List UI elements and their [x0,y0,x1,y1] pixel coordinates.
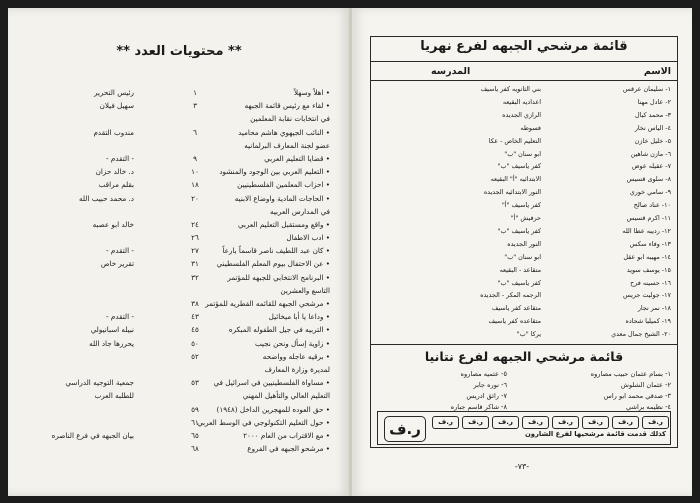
contents-item-title: • البرنامج الانتخابي للجبهه للمؤتمر [227,272,330,282]
candidate-school: كفر ياسيف "أ" [501,201,541,210]
contents-item-author: د. خالد حزان [95,167,134,177]
list-mark-large: ر.ف [384,416,426,442]
contents-item-page: ٦٥ [191,430,199,440]
candidate-row [371,187,677,198]
contents-row [22,165,344,178]
contents-row [22,271,344,284]
contents-row [22,403,344,416]
contents-item-title: في المدارس العربيه [270,206,330,216]
candidate-name: ١٠- عناد صالح [633,201,671,210]
candidate-name: ١٩- كميليا شحاده [625,317,671,326]
contents-item-title: في انتخابات نقابة المعلمين [250,114,330,124]
contents-row [22,442,344,455]
candidate-name: ٧- عقيله عوض [631,162,671,171]
contents-title: ** محتويات العدد ** [116,44,242,59]
candidates-page [352,8,692,496]
netanya-candidate: ٣- صدقي محمد ابو راس [603,392,671,400]
contents-item-title: • حق العوده للمهجرين الداخل (١٩٤٨) [216,404,330,414]
candidates-box [370,36,678,448]
contents-item-author: للطلبه العرب [94,391,134,401]
candidate-name: ١٣- وفاء سكس [629,239,671,248]
netanya-candidate: ٨- شاكر قاسم جباره [450,403,507,411]
netanya-candidate: ٥- عثميه مصاروه [460,370,507,378]
candidate-row [371,97,677,108]
contents-item-title: عضو لجنة المعارف البرلمانيه [244,140,330,150]
contents-item-author: بيان الجبهه في فرع الناصره [51,430,134,440]
contents-item-page: ٦ [193,127,197,137]
contents-row [22,429,344,442]
column-header-school: المدرسه [431,66,471,77]
candidate-row [371,303,677,314]
contents-item-page: ١ [193,88,197,97]
contents-item-title: • ادب الاطفال [286,233,330,243]
candidate-row [371,329,677,340]
candidate-name: ٩- سامي خوري [629,188,671,197]
contents-item-page: ٦٨ [191,444,199,454]
list-mark-small: ر.ف [462,416,489,429]
contents-item-title: • زاوية إسأل ونحن نجيب [254,338,330,348]
contents-item-page: ٢٧ [191,246,199,256]
candidate-name: ٨- سلوى قسيس [626,175,671,184]
candidate-row [371,200,677,211]
list-mark-small: ر.ف [642,416,669,429]
candidate-row [371,226,677,237]
contents-row [22,297,344,310]
contents-item-author: مندوب التقدم [93,127,134,137]
list-mark-small: ر.ف [522,416,549,429]
contents-item-title: التاسع والعشرين [280,285,330,295]
contents-item-title: • قضايا التعليم العربي [264,153,330,163]
list-mark-small: ر.ف [492,416,519,429]
candidate-name: ١١- اكرم قسيس [626,214,671,222]
contents-item-page: ٣٨ [191,299,199,308]
contents-item-author: - التقدم - [106,153,134,163]
candidate-school: ابو سنان "ب" [504,149,541,158]
contents-row [22,363,344,376]
contents-row [22,389,344,402]
netanya-candidate: ١- بسام عثمان حبيب مصاروه [590,370,671,378]
netanya-candidate: ٤- نظيمه براشي [625,403,671,411]
candidate-school: متقاعد - البقيعه [499,265,541,274]
contents-item-author: جمعية التوجيه الدراسي [65,378,134,388]
candidate-school: يركا "ب" [516,330,541,339]
candidate-row [371,252,677,263]
candidate-school: فسوطه [520,123,541,132]
contents-item-title: • التعليم العربي بين الوجود والمنشود [219,167,330,177]
candidate-name: ١٤- مهيبه ابو عقل [623,252,671,261]
contents-item-page: ١٠ [191,167,199,177]
nahariya-list-title: قائمة مرشحي الجبهه لفرع نهريا [420,39,628,54]
candidate-row [371,84,677,95]
contents-row [22,416,344,429]
candidate-school: ابو سنان "ب" [504,252,541,261]
list-mark-small: ر.ف [552,416,579,429]
candidate-name: ٢٠- الشيخ جمال معدي [611,330,671,339]
contents-item-title: • مرشحي الجبهه للقائمه القطريه للمؤتمر [205,299,330,308]
contents-row [22,86,344,99]
contents-item-page: ٥٩ [191,404,199,414]
candidate-school: بني الثانويه كفر ياسيف [480,85,541,93]
contents-item-title: • النائب الجيهوي هاشم محاميد [238,127,330,137]
contents-row [22,112,344,125]
contents-item-page: ٤٥ [191,325,199,335]
contents-item-author: بقلم مراقب [98,180,134,190]
section-divider [371,344,677,345]
contents-row [22,99,344,112]
list-mark-small: ر.ف [582,416,609,429]
candidate-name: ١٨- نمر نجار [637,304,671,313]
contents-item-author: رئيس التحرير [93,88,134,97]
candidate-name: ٤- الياس نخار [634,123,671,132]
contents-item-title: • لقاء مع رئيس قائمة الجبهه [244,101,330,111]
column-header-name: الاسم [643,66,671,77]
candidate-school: اعداديه البقيعه [502,97,541,106]
candidate-name: ٣- محمد كيال [635,110,671,119]
contents-item-author: خالد ابو عصبه [92,219,134,229]
netanya-list-title: قائمة مرشحي الجبهه لفرع نتانيا [424,349,624,364]
candidate-school: كفر ياسيف "ب" [497,226,541,235]
candidate-school: الرازي الجديده [502,110,541,119]
contents-item-page: ١٨ [191,180,199,190]
contents-item-title: • مرشحو الجبهه في الفروع [247,444,330,454]
contents-item-title: • وداعا يا أبا ميخائيل [268,312,330,322]
contents-item-title: • كان عبد اللطيف ناصر قاسماً بارعاً [222,246,330,256]
contents-row [22,350,344,363]
contents-row [22,310,344,323]
candidate-name: ٥- خليل خازن [634,136,671,145]
contents-item-title: • برقيه عاجله وواضحه [262,351,330,361]
contents-item-title: • التربيه في جيل الطفوله المبكره [228,325,330,335]
contents-row [22,139,344,152]
candidate-row [371,265,677,276]
candidate-name: ١٧- جوليت جريس [622,291,671,300]
candidate-row [371,213,677,224]
contents-item-title: • احزاب المعلمين الفلسطينيين [237,180,330,190]
candidate-school: التعليم الخاص - عكا [488,136,541,145]
contents-item-page: ٥٣ [191,378,199,388]
contents-row [22,178,344,191]
candidate-name: ١٦- حسينه فرح [630,278,671,287]
contents-row [22,192,344,205]
candidate-row [371,136,677,147]
candidate-row [371,161,677,172]
netanya-candidate: ٦- نوره جابر [473,381,507,389]
contents-item-page: ٢٦ [191,233,199,243]
candidate-row [371,316,677,327]
contents-item-page: ٣ [193,101,197,111]
title-divider [371,61,677,62]
candidate-school: النور الجديده [507,239,541,248]
candidate-name: ٢- عادل مهنا [637,97,671,106]
candidate-name: ١٢- رديبه عطا الله [622,226,671,235]
contents-item-author: د. محمد حبيب الله [78,193,134,203]
contents-row [22,231,344,244]
candidate-row [371,239,677,250]
contents-item-title: • حول التعليم التكنولوجي في الوسط العربي [197,417,330,427]
contents-item-page: ٣١ [191,259,199,269]
contents-item-title: • الحاجات المادية واوضاع الابنيه [234,193,330,203]
contents-row [22,152,344,165]
candidate-school: الرجمه المكر - الجديده [480,291,541,300]
candidate-school: كفر ياسيف "ب" [497,278,541,287]
contents-page [8,8,350,496]
contents-item-title: • واقع ومستقبل التعليم العربي [237,219,330,229]
contents-item-author: تقرير خاص [100,259,134,269]
candidate-name: ١- سليمان عرقس [622,85,671,93]
candidate-school: الابتدائيه "أ" البقيعه [490,175,541,184]
contents-row [22,257,344,270]
contents-item-page: ٢٤ [191,219,199,229]
contents-item-title: • عن الاحتفال بيوم المعلم الفلسطيني [216,259,330,269]
contents-item-page: ٥٢ [191,351,199,361]
contents-item-title: • مع الاقتراب من العام ٢٠٠٠ [243,430,330,440]
contents-row [22,244,344,257]
contents-row [22,376,344,389]
candidate-name: ٦- مازن شاهين [630,149,671,158]
header-divider [371,80,677,81]
contents-row [22,205,344,218]
contents-item-author: - التقدم - [106,312,134,322]
contents-item-author: نبيله اسبانيولي [90,325,134,335]
contents-item-author: - التقدم - [106,246,134,256]
contents-row [22,218,344,231]
list-mark-small: ر.ف [432,416,459,429]
netanya-candidate: ٢- عثمان الشلوش [620,381,671,389]
contents-item-title: • اهلاً وسهلاً [294,88,330,97]
sharon-note: كذلك قدمت قائمة مرشحيها لفرع الشارون [524,430,666,438]
candidate-row [371,123,677,134]
candidate-school: حرفيش "أ" [510,214,541,222]
sharon-note-box [377,411,671,445]
contents-row [22,323,344,336]
contents-row [22,337,344,350]
contents-item-page: ٥٠ [191,338,199,348]
contents-row [22,126,344,139]
candidate-school: متقاعده كفر ياسيف [488,317,541,326]
candidate-row [371,278,677,289]
candidate-row [371,174,677,185]
contents-item-author: يحررها جاد الله [89,338,134,348]
candidate-name: ١٥- يوسف سويد [626,265,671,274]
contents-item-page: ٢٠ [191,193,199,203]
netanya-candidate: ٧- رائق ادريس [466,392,507,400]
candidate-school: متقاعد كفر ياسيف [491,304,541,313]
candidate-row [371,290,677,301]
candidate-row [371,110,677,121]
page-number: -٧٣- [514,462,530,471]
contents-list [22,86,344,455]
contents-item-title: التعليم العالي والتأهيل المهني [242,391,330,401]
candidate-row [371,149,677,160]
contents-item-page: ٦١ [191,417,199,427]
contents-item-title: لمديرة وزارة المعارف [264,364,330,374]
candidate-school: النور الابتدائيه الجديده [483,188,541,197]
contents-item-author: سهيل فيلان [99,101,134,111]
contents-item-page: ٩ [193,153,197,163]
candidate-school: كفر ياسيف "ب" [497,162,541,171]
contents-item-page: ٤٣ [191,312,199,322]
contents-item-title: • مساواة الفلسطينيين في اسرائيل في [213,378,330,388]
contents-item-page: ٣٢ [191,272,199,282]
contents-row [22,284,344,297]
list-mark-small: ر.ف [612,416,639,429]
